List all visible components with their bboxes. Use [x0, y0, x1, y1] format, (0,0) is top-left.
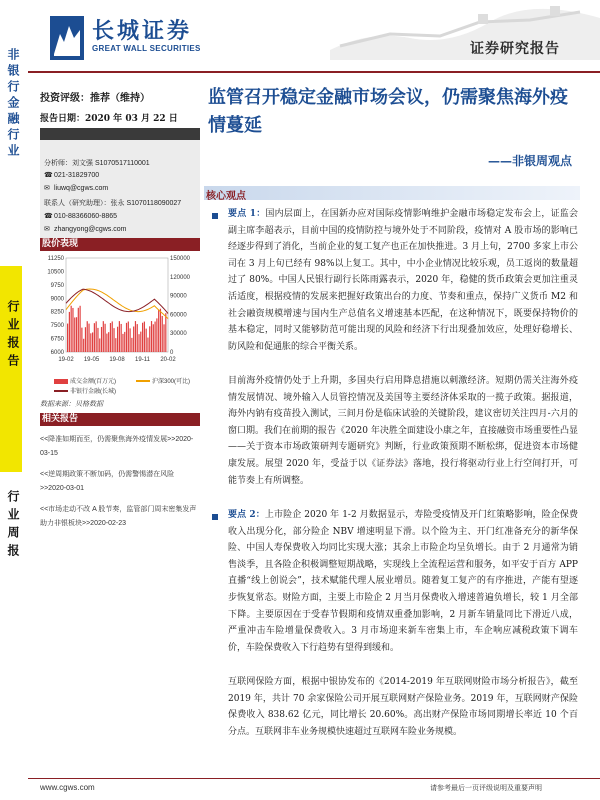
logo-chinese-name: 长城证券 — [92, 18, 193, 44]
bullet-icon — [212, 213, 218, 219]
volume-bar — [97, 328, 98, 352]
volume-bar — [76, 317, 77, 352]
analyst-row: 分析师：刘文强 S1070517110001 — [44, 160, 150, 167]
page-header — [0, 0, 600, 72]
volume-bar — [151, 321, 152, 352]
volume-bar — [105, 324, 106, 352]
legend-sector-swatch — [54, 390, 68, 392]
right-tick-label: 90000 — [170, 293, 187, 300]
volume-bar — [101, 327, 102, 352]
right-tick-label: 60000 — [170, 312, 187, 319]
right-tick-label: 0 — [170, 350, 174, 356]
volume-bar — [138, 334, 139, 352]
volume-bar — [165, 313, 166, 352]
volume-bar — [135, 321, 136, 352]
related-report-link[interactable]: <<降准如期而至，仍需聚焦海外疫情发展>>2020-03-15 — [40, 436, 194, 457]
contact-row: 联系人（研究助理）：张永 S1070118090027 — [44, 200, 182, 207]
volume-bar — [113, 328, 114, 352]
volume-bar — [146, 329, 147, 352]
contact-phone — [44, 212, 117, 220]
left-tick-label: 7500 — [50, 323, 64, 330]
volume-bar — [106, 334, 107, 352]
chart-source: 数据来源：贝格数据 — [40, 400, 103, 408]
point-1b-paragraph: 目前海外疫情仍处于上升期，多国央行启用降息措施以刺激经济。短期仍需关注海外疫情发展情况、境外输入人员管控情况及美国等主要经济体采取的一揽子政策。据报道，海外内钠有疫苗投入测试，三间月份是临床试验的关键阶段，建议密切关注四月-六月的窗口期。我们在前期的报告《2020 年决胜全面建设小康之年，直接融资市场重要性凸显——关于资本市场政策研判专题研究》判断，行业政策预期不断松绑，促进资本市场健康发展。展望 2020 年，受益于以《证券法》落地，投行将驱动行业上行空间打开，可能节奏上有所调整。 — [228, 376, 578, 486]
volume-bar — [122, 334, 123, 352]
stock-performance-header: 股价表现 — [40, 238, 200, 251]
left-tick-label: 8250 — [50, 309, 64, 316]
analyst-phone-text: 021-31829700 — [54, 172, 100, 179]
weekly-report-label — [4, 490, 18, 567]
volume-bar — [112, 321, 113, 352]
legend-sector — [54, 386, 116, 395]
volume-bar — [149, 326, 150, 352]
legend-hs300-label: 沪深300(可比) — [152, 379, 191, 385]
volume-bar — [115, 338, 116, 352]
left-tick-label: 9000 — [50, 296, 64, 303]
related-report-link[interactable]: <<逆周期政策不断加码，仍需警惕潜在风险>>2020-03-01 — [40, 471, 175, 492]
right-tick-label: 30000 — [170, 331, 187, 338]
volume-bar — [90, 333, 91, 352]
volume-bar — [158, 310, 159, 352]
volume-bar — [87, 321, 88, 352]
volume-bar — [80, 306, 81, 352]
core-view-bar — [204, 186, 580, 200]
contact-phone-text: 010-88366060-8865 — [54, 213, 118, 220]
mail-icon: ✉ — [44, 226, 50, 233]
volume-bar — [163, 324, 164, 352]
volume-bar — [99, 338, 100, 352]
volume-bar — [156, 318, 157, 352]
legend-hs300 — [136, 376, 190, 385]
volume-bar — [128, 321, 129, 352]
volume-bar — [110, 323, 111, 352]
report-subtitle: ——非银周观点 — [487, 154, 572, 168]
investment-rating: 投资评级：推荐（维持） — [40, 93, 150, 104]
volume-bar — [121, 324, 122, 352]
volume-bar — [144, 322, 145, 352]
left-tick-label: 6000 — [50, 350, 64, 356]
volume-bar — [71, 306, 72, 352]
volume-bar — [155, 322, 156, 352]
report-title: 监管召开稳定金融市场会议，仍需聚焦海外疫情蔓延 — [208, 87, 568, 136]
volume-bar — [78, 308, 79, 352]
chart-legend — [40, 374, 200, 396]
phone-icon: ☎ — [44, 172, 53, 179]
analyst-email — [44, 184, 108, 192]
volume-bar — [67, 324, 68, 352]
volume-bar — [126, 323, 127, 352]
right-tick-label: 120000 — [170, 274, 191, 281]
right-tick-label: 150000 — [170, 256, 191, 262]
header-divider — [28, 71, 600, 73]
report-date: 报告日期：2020 年 03 月 22 日 — [40, 114, 178, 124]
analyst-header-bar — [40, 128, 200, 140]
volume-bar — [142, 323, 143, 352]
point-2-paragraph — [228, 507, 578, 667]
point-2-head: 要点 2： — [228, 510, 265, 520]
legend-hs300-swatch — [136, 380, 150, 382]
volume-bar — [137, 324, 138, 352]
phone-icon: ☎ — [44, 213, 53, 220]
volume-bar — [92, 332, 93, 352]
report-kind-label — [4, 300, 18, 377]
volume-bar — [103, 321, 104, 352]
left-tick-label: 9750 — [50, 282, 64, 289]
point-1-head: 要点 1： — [228, 209, 266, 219]
related-report-link[interactable]: <<市场走动不改 A 股节奏，监管部门周末密集发声助力非银板块>>2020-02-23 — [40, 506, 197, 527]
left-tick-label: 10500 — [47, 269, 64, 276]
volume-bar — [131, 338, 132, 352]
analyst-email-text: liuwq@cgws.com — [54, 185, 109, 192]
x-tick-label: 19-08 — [109, 357, 125, 363]
volume-bar — [147, 338, 148, 352]
contact-email-text: zhangyong@cgws.com — [54, 226, 127, 233]
point-1-paragraph — [228, 206, 578, 366]
stock-performance-chart — [40, 252, 200, 374]
volume-bar — [162, 316, 163, 352]
volume-bar — [117, 327, 118, 352]
volume-bar — [108, 332, 109, 352]
volume-bar — [140, 332, 141, 352]
x-tick-label: 19-02 — [58, 357, 74, 363]
analyst-phone — [44, 171, 99, 179]
volume-bar — [81, 328, 82, 352]
volume-bar — [130, 328, 131, 352]
x-tick-label: 20-02 — [160, 357, 176, 363]
volume-bar — [94, 323, 95, 352]
report-kind-text: 行业报告 — [6, 300, 20, 372]
weekly-report-text: 行业周报 — [6, 490, 20, 562]
volume-bar — [88, 324, 89, 352]
volume-bar — [74, 318, 75, 352]
volume-bar — [72, 308, 73, 352]
point-2b-paragraph: 互联网保险方面，根据中银协发布的《2014-2019 年互联网财险市场分析报告》，截至 2019 年，共计 70 余家保险公司开展互联网财产保险业务。2019 年，互联网财产保险保费收入 838.62 亿元，同比增长 20.60%。高出财产保险市场同期增长率近 10 个百分点。互联网非车业务规模快速超过互联网车险业务规模。 — [228, 677, 578, 737]
industry-text: 非银行金融行业 — [6, 48, 20, 160]
point-2-text: 上市险企 2020 年 1-2 月数据显示，寿险受疫情及开门红策略影响，险企保费收入出现分化，部分险企 NBV 增速明显下滑。以个险为主、开门红准备充分的新华保险、中国人寿保费收入均同比实现大涨；其余上市险企均呈负增长。由于 2 月通常为销售淡季，且各险企积极调整短期战略，实现线上全流程运营和服务，如平安于百方 APP 直播“线上创说会”，技术赋能代理人展业增员。随着复工复产的有序推进，产能有望逐步恢复常态。财险方面，主要上市险企 2 月当月保费收入增速普遍负增长，较 1 月全部下降。主要原因在于受春节假期和疫情双重叠加影响，2 月新车销量同比下滑近八成，严重冲击车险增量保费收入。3 月市场迎来新车密集上市，车企响应减税政策下调车价，车险保费收入下行趋势有望得到缓和。 — [228, 510, 578, 653]
legend-sector-label: 非银行金融(长城) — [70, 389, 116, 395]
bullet-icon — [212, 514, 218, 520]
footer-divider — [28, 778, 600, 779]
volume-bar — [119, 321, 120, 352]
volume-bar — [160, 309, 161, 352]
volume-bar — [83, 339, 84, 352]
legend-volume — [54, 376, 116, 385]
industry-vertical-label — [4, 48, 18, 165]
legend-volume-label: 成交金额(百万元) — [70, 379, 116, 385]
volume-bar — [124, 332, 125, 352]
contact-email — [44, 225, 126, 233]
legend-volume-swatch — [54, 379, 68, 384]
footer-url[interactable]: www.cgws.com — [40, 783, 95, 792]
left-tick-label: 6750 — [50, 336, 64, 343]
great-wall-logo-icon — [50, 16, 84, 60]
footer-disclaimer: 请参考最后一页评级说明及重要声明 — [430, 784, 542, 792]
mail-icon: ✉ — [44, 185, 50, 192]
volume-bar — [69, 312, 70, 352]
report-type: 证券研究报告 — [470, 41, 560, 57]
volume-bar — [133, 327, 134, 352]
x-tick-label: 19-11 — [135, 357, 150, 363]
point-1-text: 国内层面上，在国新办应对国际疫情影响维护金融市场稳定发布会上，证监会副主席李超表示，目前中国的疫情防控与境外处于不同阶段，疫情对 A 股市场的影响已经逐步得到了消化，当前企业的复工复产也正在加快推进。3 月上旬，2700 多家上市公司在 3 月上旬已经有 98%以上复工。其中，中小企业情况比较乐观，员工返岗的数量超过了 80%。中国人民银行副行长陈雨露表示，2020 年，稳健的货币政策会更加注重灵活适度，根据疫情的发展来把握好政策出台的力度、节奏和重点，保持广义货币 M2 和社会融资规模增速与国内生产总值名义增速基本匹配，在这种情况下，既要保持物价的基本稳定，同时又能够防范可能出现的风险和经济下行出现叠加效应，处理好稳增长、防风险和促通胀的综合平衡关系。 — [228, 209, 578, 352]
volume-bar — [153, 324, 154, 352]
logo-english-name: GREAT WALL SECURITIES — [92, 44, 201, 53]
left-tick-label: 11250 — [47, 256, 64, 262]
core-view-label: 核心观点 — [206, 191, 246, 202]
volume-bar — [85, 327, 86, 352]
volume-bar — [96, 321, 97, 352]
x-tick-label: 19-05 — [83, 357, 100, 363]
related-reports-header: 相关报告 — [40, 413, 200, 426]
